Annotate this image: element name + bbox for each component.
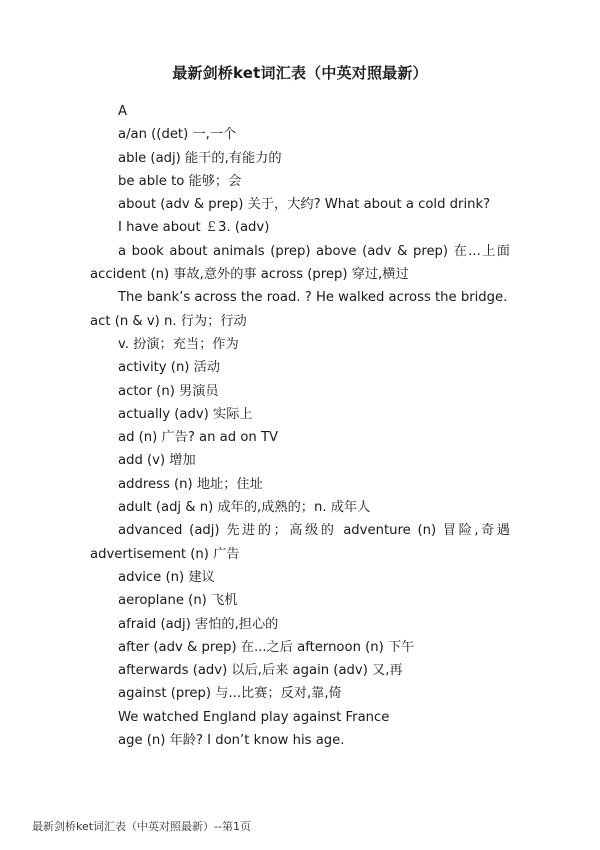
text-line: be able to 能够；会 (118, 173, 242, 189)
text-line: against (prep) 与...比赛；反对,靠,倚 (118, 686, 342, 702)
text-line: able (adj) 能干的,有能力的 (118, 150, 282, 166)
text-line: actually (adv) 实际上 (118, 406, 253, 422)
text-line: We watched England play against France (118, 709, 390, 725)
text-line: ad (n) 广告? an ad on TV (118, 430, 279, 446)
text-line: adult (adj & n) 成年的,成熟的；n. 成年人 (118, 500, 371, 516)
text-line: The bank’s across the road. ? He walked across the bridge. (118, 290, 508, 306)
text-line: advertisement (n) 广告 (90, 546, 240, 562)
document-title: 最新剑桥ket词汇表（中英对照最新） (172, 64, 428, 82)
text-line: age (n) 年龄? I don’t know his age. (118, 733, 345, 749)
document-body (90, 100, 510, 752)
text-line: A (118, 104, 128, 119)
text-line: a/an ((det) 一,一个 (118, 127, 237, 143)
text-line: accident (n) 事故,意外的事 across (prep) 穿过,横过 (90, 267, 409, 283)
text-line: aeroplane (n) 飞机 (118, 593, 238, 609)
text-line: act (n & v) n. 行为；行动 (90, 313, 247, 329)
text-line: about (adv & prep) 关于，大约? What about a cold drink? (118, 197, 491, 213)
text-line: v. 扮演；充当；作为 (118, 336, 239, 352)
text-line: advanced (adj) 先进的；高级的 adventure (n) 冒险,奇遇 (118, 523, 510, 539)
text-line: afraid (adj) 害怕的,担心的 (118, 616, 279, 632)
text-line: after (adv & prep) 在...之后 afternoon (n) 下午 (118, 639, 415, 655)
text-line: add (v) 增加 (118, 453, 196, 469)
text-line: activity (n) 活动 (118, 360, 221, 376)
text-line: actor (n) 男演员 (118, 383, 219, 399)
page-footer: 最新剑桥ket词汇表（中英对照最新）--第1页 (32, 820, 251, 833)
text-line: I have about ￡3. (adv) (118, 220, 270, 236)
text-line: afterwards (adv) 以后,后来 again (adv) 又,再 (118, 663, 403, 679)
text-line: address (n) 地址；住址 (118, 476, 263, 492)
text-line: a book about animals (prep) above (adv & prep) 在...上面 (118, 243, 510, 259)
text-line: advice (n) 建议 (118, 569, 215, 585)
